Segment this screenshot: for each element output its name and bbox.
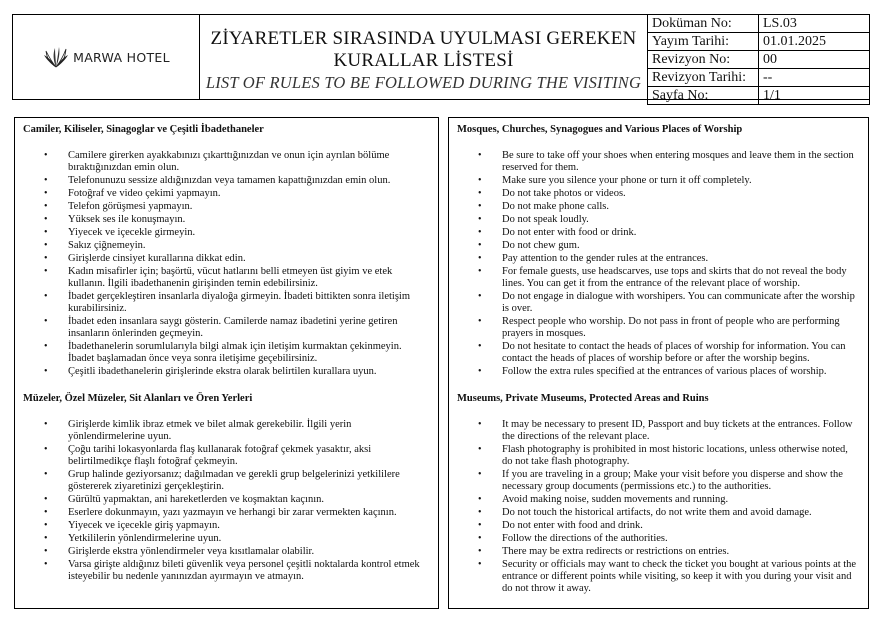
rule-item bbox=[457, 214, 860, 226]
info-value: LS.03 bbox=[759, 14, 870, 32]
bullet-icon: • bbox=[44, 175, 48, 186]
rule-item bbox=[23, 546, 430, 558]
rule-item bbox=[457, 227, 860, 239]
document-title-tr bbox=[200, 28, 647, 72]
rule-text: Çoğu tarihi lokasyonlarda flaş kullanarak fotoğraf çekmek yasaktır, aksi belirtilmedikçe flaşlı fotoğraf çekmeyin. bbox=[68, 444, 372, 467]
rule-text: Gürültü yapmaktan, ani hareketlerden ve koşmaktan kaçının. bbox=[68, 494, 324, 505]
rule-text: If you are traveling in a group; Make your visit before you disperse and show the necessary group documents (permissions etc.) to the authorities. bbox=[502, 469, 843, 492]
bullet-icon: • bbox=[478, 266, 482, 277]
rule-item bbox=[457, 366, 860, 378]
rule-item bbox=[23, 316, 430, 340]
info-value: 00 bbox=[759, 50, 870, 68]
bullet-icon: • bbox=[478, 533, 482, 544]
info-row bbox=[648, 68, 870, 86]
rule-text: Yetkililerin yönlendirmelerine uyun. bbox=[68, 533, 222, 544]
rule-item bbox=[23, 533, 430, 545]
info-label: Revizyon Tarihi: bbox=[648, 68, 759, 86]
rule-text: Do not chew gum. bbox=[502, 240, 580, 251]
rules-list bbox=[23, 150, 430, 378]
bullet-icon: • bbox=[478, 507, 482, 518]
bullet-icon: • bbox=[478, 227, 482, 238]
rule-text: Girişlerde ekstra yönlendirmeler veya kısıtlamalar olabilir. bbox=[68, 546, 315, 557]
rule-text: Kadın misafirler için; başörtü, vücut hatlarını belli etmeyen üst giyim ve etek kullanın. İlgili ibadethanenin girişinden temin edebilirsiniz. bbox=[68, 266, 393, 289]
info-row bbox=[648, 14, 870, 32]
rule-item bbox=[457, 240, 860, 252]
rule-item bbox=[23, 469, 430, 493]
rule-text: Be sure to take off your shoes when entering mosques and leave them in the section reserved for them. bbox=[502, 150, 854, 173]
bullet-icon: • bbox=[478, 201, 482, 212]
turkish-rules-panel bbox=[14, 117, 439, 609]
rule-item bbox=[23, 150, 430, 174]
rule-item bbox=[23, 240, 430, 252]
rule-item bbox=[457, 419, 860, 443]
bullet-icon: • bbox=[44, 188, 48, 199]
rule-text: Yüksek ses ile konuşmayın. bbox=[68, 214, 186, 225]
rule-item bbox=[23, 444, 430, 468]
bullet-icon: • bbox=[44, 316, 48, 327]
rule-text: Do not enter with food or drink. bbox=[502, 227, 637, 238]
rule-item bbox=[457, 201, 860, 213]
title-cell bbox=[200, 15, 647, 99]
rule-text: Eserlere dokunmayın, yazı yazmayın ve herhangi bir zarar vermekten kaçının. bbox=[68, 507, 397, 518]
rule-item bbox=[457, 444, 860, 468]
rule-item bbox=[457, 188, 860, 200]
rule-text: Avoid making noise, sudden movements and running. bbox=[502, 494, 729, 505]
bullet-icon: • bbox=[478, 469, 482, 480]
rule-item bbox=[457, 469, 860, 493]
rule-text: Do not speak loudly. bbox=[502, 214, 589, 225]
rule-text: Yiyecek ve içecekle giriş yapmayın. bbox=[68, 520, 220, 531]
rule-text: Pay attention to the gender rules at the entrances. bbox=[502, 253, 709, 264]
rule-text: Security or officials may want to check the ticket you bought at various points at the entrance or different points while visiting, so keep it with you during your visit and do not throw it away. bbox=[502, 559, 857, 594]
info-value: -- bbox=[759, 68, 870, 86]
rule-text: Telefon görüşmesi yapmayın. bbox=[68, 201, 193, 212]
rule-item bbox=[457, 253, 860, 265]
bullet-icon: • bbox=[44, 214, 48, 225]
rule-item bbox=[457, 559, 860, 595]
bullet-icon: • bbox=[478, 444, 482, 455]
info-row bbox=[648, 50, 870, 68]
rule-item bbox=[23, 366, 430, 378]
rule-text: Camilere girerken ayakkabınızı çıkarttığınızdan ve onun için ayrılan bölüme bıraktığınızdan emin olun. bbox=[68, 150, 390, 173]
rule-item bbox=[23, 214, 430, 226]
rule-text: There may be extra redirects or restrictions on entries. bbox=[502, 546, 730, 557]
rule-item bbox=[23, 227, 430, 239]
rule-text: Do not take photos or videos. bbox=[502, 188, 626, 199]
rules-list bbox=[457, 419, 860, 595]
rule-text: It may be necessary to present ID, Passport and buy tickets at the entrances. Follow the directions of the relevant place. bbox=[502, 419, 853, 442]
rule-item bbox=[23, 559, 430, 583]
lotus-logo-icon bbox=[42, 45, 70, 69]
section-title: Müzeler, Özel Müzeler, Sit Alanları ve Ören Yerleri bbox=[23, 393, 253, 404]
rule-item bbox=[457, 175, 860, 187]
bullet-icon: • bbox=[478, 291, 482, 302]
rule-text: Yiyecek ve içecekle girmeyin. bbox=[68, 227, 196, 238]
bullet-icon: • bbox=[44, 494, 48, 505]
bullet-icon: • bbox=[44, 266, 48, 277]
rule-item bbox=[23, 175, 430, 187]
info-label: Revizyon No: bbox=[648, 50, 759, 68]
bullet-icon: • bbox=[478, 559, 482, 570]
rule-text: Sakız çiğnemeyin. bbox=[68, 240, 146, 251]
info-label: Yayım Tarihi: bbox=[648, 32, 759, 50]
bullet-icon: • bbox=[44, 227, 48, 238]
bullet-icon: • bbox=[44, 507, 48, 518]
bullet-icon: • bbox=[478, 316, 482, 327]
info-row bbox=[648, 86, 870, 104]
rule-item bbox=[457, 266, 860, 290]
bullet-icon: • bbox=[44, 240, 48, 251]
rule-item bbox=[23, 188, 430, 200]
rule-text: Girişlerde cinsiyet kurallarına dikkat edin. bbox=[68, 253, 246, 264]
bullet-icon: • bbox=[44, 150, 48, 161]
bullet-icon: • bbox=[478, 546, 482, 557]
document-info-table bbox=[647, 14, 870, 105]
rule-item bbox=[23, 266, 430, 290]
rule-text: Varsa girişte aldığınız bileti güvenlik veya personel çeşitli noktalarda kontrol etmek isteyebilir bu nedenle yanınızdan ayırmayın ve atmayın. bbox=[68, 559, 420, 582]
rule-text: Çeşitli ibadethanelerin girişlerinde ekstra olarak belirtilen kurallara uyun. bbox=[68, 366, 377, 377]
info-label: Sayfa No: bbox=[648, 86, 759, 104]
bullet-icon: • bbox=[478, 175, 482, 186]
rule-text: İbadethanelerin sorumlularıyla bilgi almak için iletişim kurmaktan çekinmeyin. İbadet başlamadan önce veya sonra iletişime geçebilirsiniz. bbox=[68, 341, 402, 364]
rules-list bbox=[457, 150, 860, 378]
bullet-icon: • bbox=[44, 533, 48, 544]
bullet-icon: • bbox=[478, 366, 482, 377]
hotel-name: MARWA HOTEL bbox=[73, 49, 170, 65]
bullet-icon: • bbox=[478, 214, 482, 225]
rule-text: Do not make phone calls. bbox=[502, 201, 610, 212]
rule-text: Follow the directions of the authorities. bbox=[502, 533, 668, 544]
rules-list bbox=[23, 419, 430, 583]
rule-item bbox=[23, 201, 430, 213]
bullet-icon: • bbox=[478, 253, 482, 264]
rule-item bbox=[23, 419, 430, 443]
section-title: Museums, Private Museums, Protected Areas and Ruins bbox=[457, 393, 709, 404]
rule-text: Follow the extra rules specified at the entrances of various places of worship. bbox=[502, 366, 827, 377]
bullet-icon: • bbox=[44, 291, 48, 302]
bullet-icon: • bbox=[478, 240, 482, 251]
rule-text: Fotoğraf ve video çekimi yapmayın. bbox=[68, 188, 221, 199]
bullet-icon: • bbox=[44, 444, 48, 455]
rule-text: Do not hesitate to contact the heads of places of worship for information. You can contact the heads of places of worship before or after the worship begins. bbox=[502, 341, 846, 364]
info-value: 01.01.2025 bbox=[759, 32, 870, 50]
bullet-icon: • bbox=[44, 469, 48, 480]
document-header bbox=[12, 14, 869, 103]
rule-item bbox=[23, 507, 430, 519]
rule-text: Do not touch the historical artifacts, do not write them and avoid damage. bbox=[502, 507, 812, 518]
rule-text: Flash photography is prohibited in most historic locations, unless otherwise noted, do not take flash photography. bbox=[502, 444, 848, 467]
hotel-logo bbox=[42, 45, 170, 69]
rule-item bbox=[457, 533, 860, 545]
rule-text: Respect people who worship. Do not pass in front of people who are performing prayers in mosques. bbox=[502, 316, 840, 339]
rule-item bbox=[23, 291, 430, 315]
rule-text: Do not engage in dialogue with worshipers. You can communicate after the worship is over. bbox=[502, 291, 855, 314]
rule-text: İbadet gerçekleştiren insanlarla diyaloğa girmeyin. İbadeti bittikten sonra iletişim kurabilirsiniz. bbox=[68, 291, 411, 314]
rule-text: Telefonunuzu sessize aldığınızdan veya tamamen kapattığınızdan emin olun. bbox=[68, 175, 391, 186]
rule-text: Do not enter with food and drink. bbox=[502, 520, 643, 531]
rule-text: İbadet eden insanlara saygı gösterin. Camilerde namaz ibadetini yerine getiren insanların önlerinden geçmeyin. bbox=[68, 316, 398, 339]
rule-item bbox=[457, 507, 860, 519]
bullet-icon: • bbox=[44, 341, 48, 352]
logo-cell bbox=[13, 15, 200, 99]
bullet-icon: • bbox=[478, 520, 482, 531]
bullet-icon: • bbox=[44, 201, 48, 212]
bullet-icon: • bbox=[44, 546, 48, 557]
section-title: Camiler, Kiliseler, Sinagoglar ve Çeşitli İbadethaneler bbox=[23, 124, 264, 135]
bullet-icon: • bbox=[478, 150, 482, 161]
rule-item bbox=[457, 341, 860, 365]
info-row bbox=[648, 32, 870, 50]
rule-item bbox=[457, 546, 860, 558]
rule-text: For female guests, use headscarves, use tops and skirts that do not reveal the body lines. You can get it from the entrance of the relevant place of worship. bbox=[502, 266, 847, 289]
document-title-en: LIST OF RULES TO BE FOLLOWED DURING THE VISITING bbox=[205, 73, 642, 92]
bullet-icon: • bbox=[44, 559, 48, 570]
rule-item bbox=[23, 520, 430, 532]
bullet-icon: • bbox=[44, 419, 48, 430]
rule-text: Girişlerde kimlik ibraz etmek ve bilet almak gerekebilir. İlgili yerin yönlendirmelerine uyun. bbox=[68, 419, 352, 442]
rule-item bbox=[457, 150, 860, 174]
info-value: 1/1 bbox=[759, 86, 870, 104]
rule-item bbox=[23, 341, 430, 365]
bullet-icon: • bbox=[44, 253, 48, 264]
title-tr-line1: ZİYARETLER SIRASINDA UYULMASI GEREKEN bbox=[210, 28, 637, 49]
bullet-icon: • bbox=[478, 188, 482, 199]
bullet-icon: • bbox=[478, 419, 482, 430]
bullet-icon: • bbox=[44, 520, 48, 531]
title-tr-line2: KURALLAR LİSTESİ bbox=[333, 50, 514, 71]
rule-item bbox=[457, 291, 860, 315]
english-rules-panel bbox=[448, 117, 869, 609]
rule-text: Make sure you silence your phone or turn it off completely. bbox=[502, 175, 752, 186]
rule-item bbox=[23, 494, 430, 506]
info-label: Doküman No: bbox=[648, 14, 759, 32]
rule-item bbox=[457, 520, 860, 532]
bullet-icon: • bbox=[478, 341, 482, 352]
rule-text: Grup halinde geziyorsanız; dağılmadan ve gerekli grup belgelerinizi yetkililere göstererek ziyaretinizi gerçekleştirin. bbox=[68, 469, 400, 492]
rule-item bbox=[23, 253, 430, 265]
bullet-icon: • bbox=[44, 366, 48, 377]
bullet-icon: • bbox=[478, 494, 482, 505]
section-title: Mosques, Churches, Synagogues and Various Places of Worship bbox=[457, 124, 743, 135]
rule-item bbox=[457, 494, 860, 506]
rule-item bbox=[457, 316, 860, 340]
